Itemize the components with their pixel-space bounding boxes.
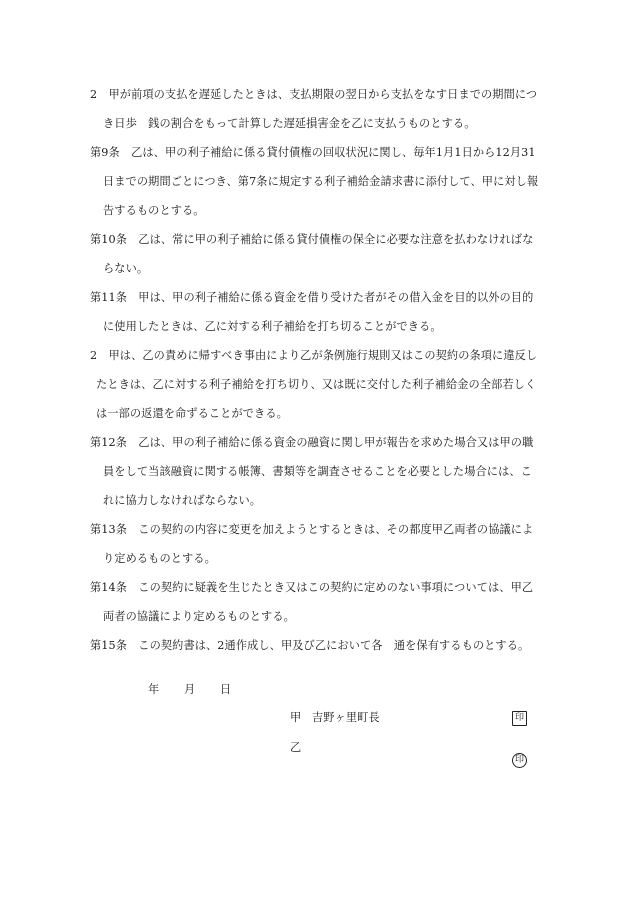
- article-11-line-1: 第11条 甲は、甲の利子補給に係る資金を借り受けた者がその借入金を目的以外の目的: [90, 291, 534, 304]
- article-10-line-2: らない。: [103, 262, 149, 275]
- article-11-line-2: に使用したときは、乙に対する利子補給を打ち切ることができる。: [103, 320, 442, 333]
- party-b-label: 乙: [290, 741, 302, 754]
- article-12-line-1: 第12条 乙は、甲の利子補給に係る資金の融資に関し甲が報告を求めた場合又は甲の職: [90, 436, 534, 449]
- article-11-para-2-line-3: は一部の返還を命ずることができる。: [96, 407, 288, 420]
- party-a-seal-icon: 印: [512, 711, 527, 726]
- party-a-label: 甲: [290, 711, 302, 724]
- article-13-line-1: 第13条 この契約の内容に変更を加えようとするときは、その都度甲乙両者の協議によ: [90, 523, 534, 536]
- party-a-name: 吉野ヶ里町長: [312, 711, 380, 724]
- date-month-label: 月: [184, 683, 196, 696]
- article-9-line-2: 日までの期間ごとにつき、第7条に規定する利子補給金請求書に添付して、甲に対し報: [103, 175, 539, 188]
- article-14-line-2: 両者の協議により定めるものとする。: [103, 610, 295, 623]
- party-b-seal-icon: 印: [512, 753, 527, 768]
- para-2-line-2: き日歩 銭の割合をもって計算した遅延損害金を乙に支払うものとする。: [103, 117, 476, 130]
- article-13-line-2: り定めるものとする。: [103, 552, 216, 565]
- article-9-line-1: 第9条 乙は、甲の利子補給に係る貸付債権の回収状況に関し、毎年1月1日から12月31: [90, 146, 536, 159]
- article-11-para-2-line-1: 2 甲は、乙の責めに帰すべき事由により乙が条例施行規則又はこの契約の条項に違反し: [90, 349, 538, 362]
- para-2-line-1: 2 甲が前項の支払を遅延したときは、支払期限の翌日から支払をなす日までの期間につ: [90, 88, 538, 101]
- article-9-line-3: 告するものとする。: [103, 204, 205, 217]
- article-12-line-2: 員をして当該融資に関する帳簿、書類等を調査させることを必要とした場合には、こ: [103, 465, 532, 478]
- article-15-line-1: 第15条 この契約書は、2通作成し、甲及び乙において各 通を保有するものとする。: [90, 639, 530, 652]
- date-year-label: 年: [148, 683, 160, 696]
- article-14-line-1: 第14条 この契約に疑義を生じたとき又はこの契約に定めのない事項については、甲乙: [90, 581, 534, 594]
- article-10-line-1: 第10条 乙は、常に甲の利子補給に係る貸付債権の保全に必要な注意を払わなければな: [90, 233, 534, 246]
- article-12-line-3: れに協力しなければならない。: [103, 494, 262, 507]
- article-11-para-2-line-2: たときは、乙に対する利子補給を打ち切り、又は既に交付した利子補給金の全部若しく: [96, 378, 537, 391]
- date-day-label: 日: [220, 683, 232, 696]
